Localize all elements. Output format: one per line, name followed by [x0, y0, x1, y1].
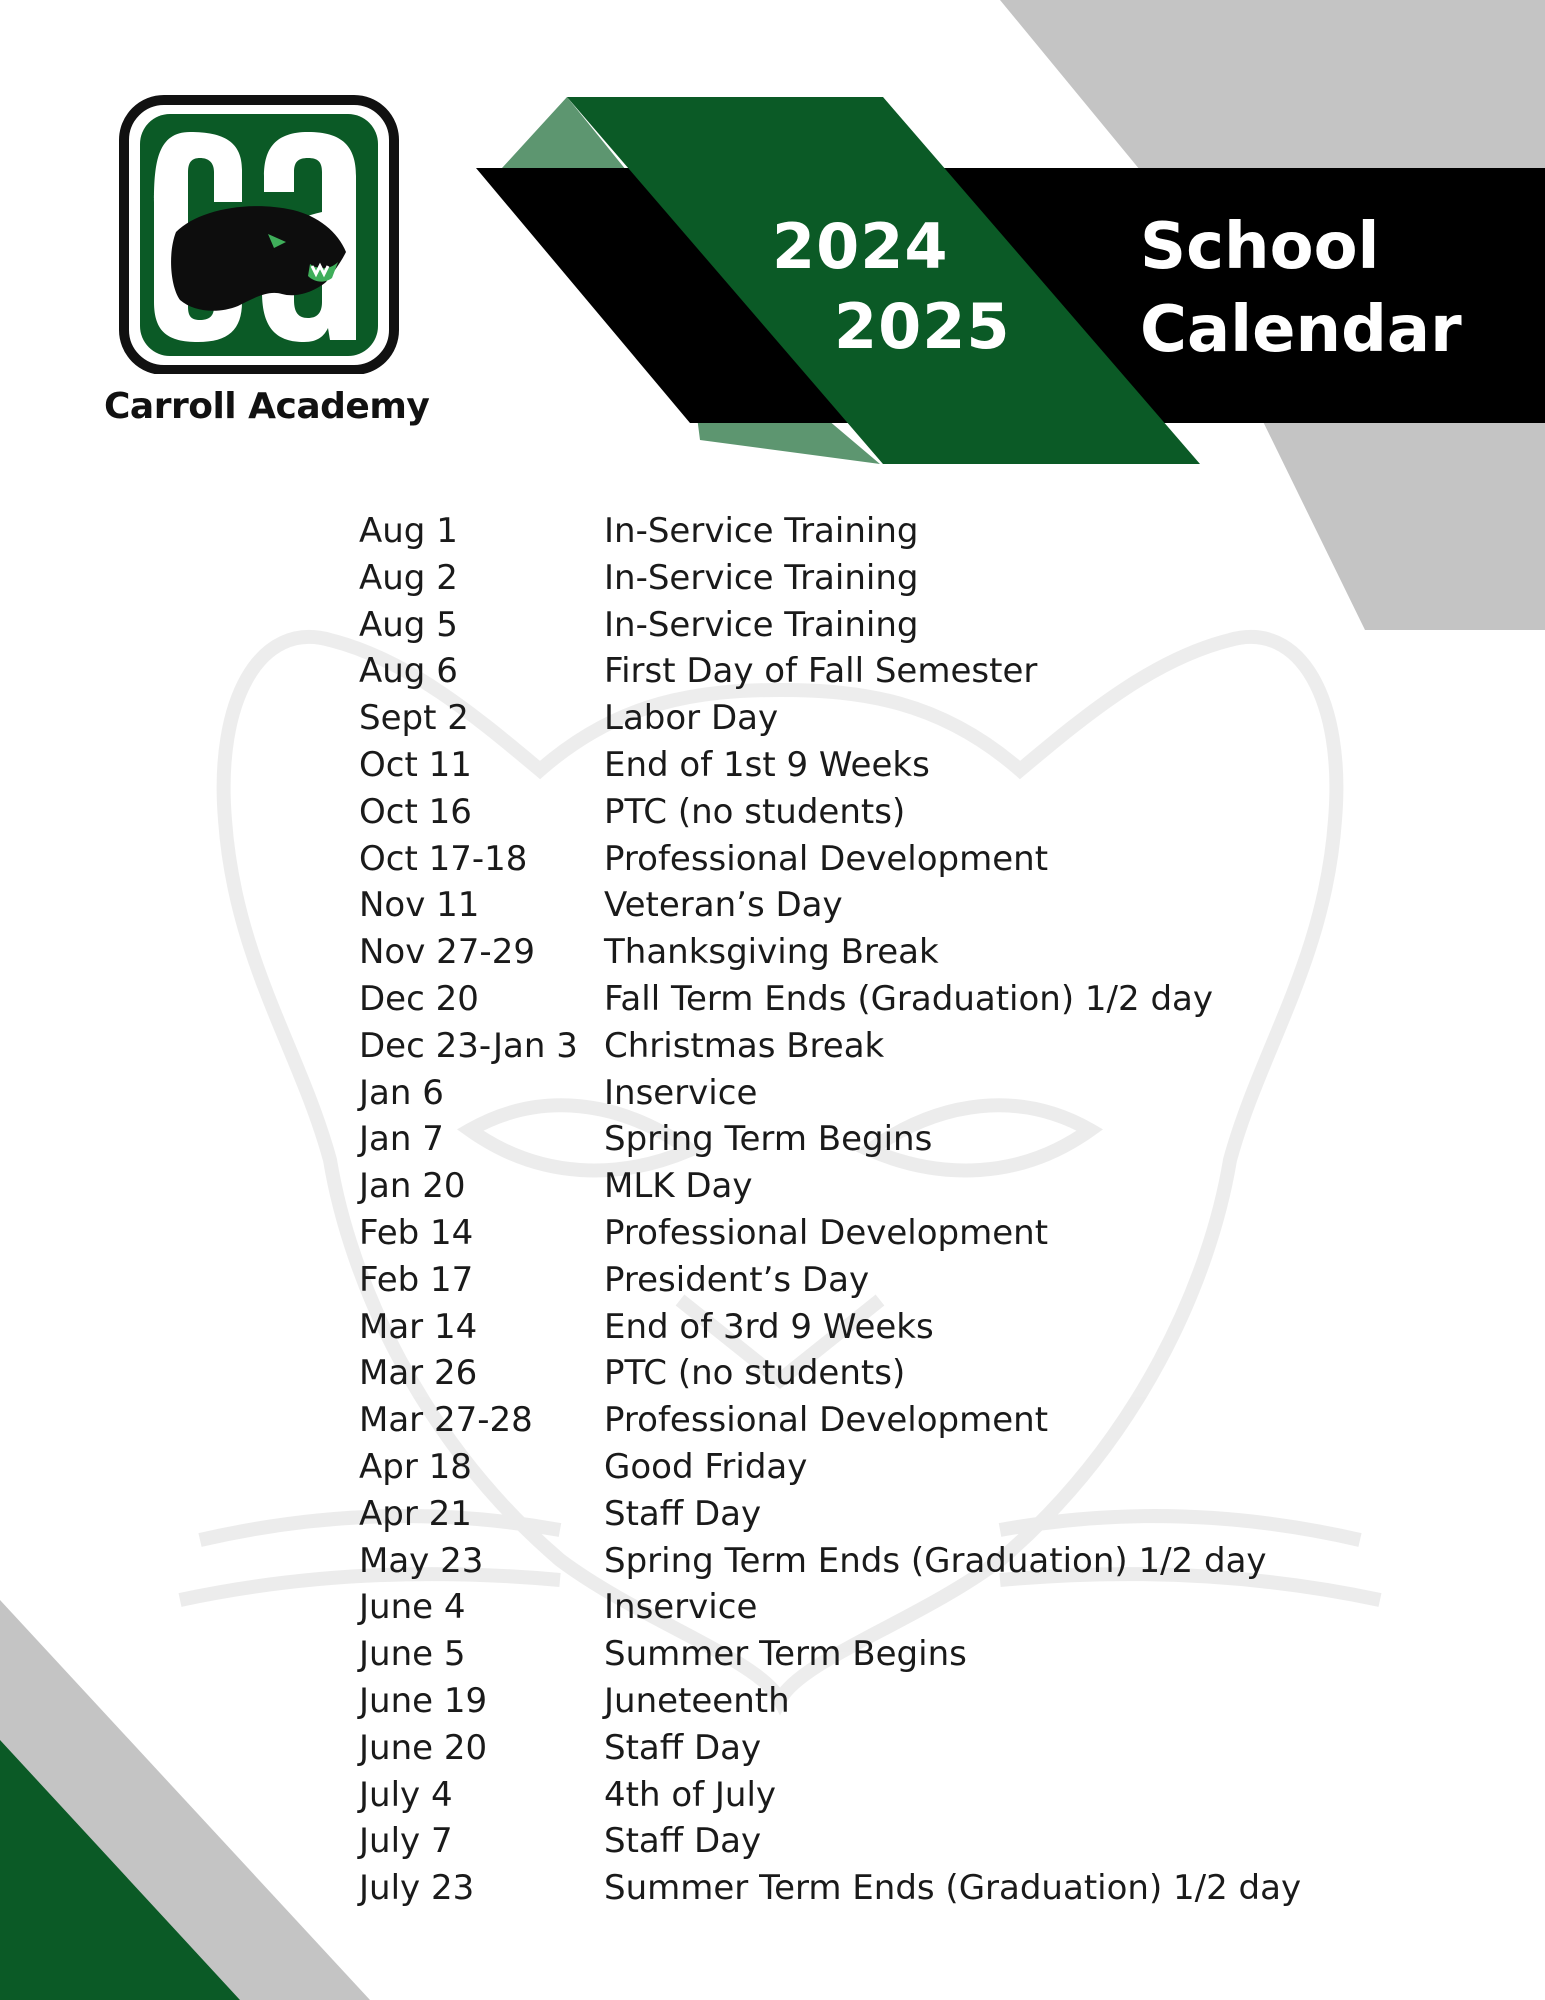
- event-row: [359, 882, 1459, 929]
- event-date: Aug 5: [359, 604, 458, 645]
- school-name: Carroll Academy: [104, 386, 430, 427]
- year-end: 2025: [834, 290, 1011, 363]
- event-row: [359, 976, 1459, 1023]
- event-row: [359, 1678, 1459, 1725]
- event-name: Summer Term Begins: [604, 1634, 967, 1675]
- event-date: June 20: [359, 1727, 488, 1768]
- event-date: Jan 20: [359, 1166, 466, 1207]
- year-start: 2024: [772, 210, 949, 283]
- event-date: Nov 11: [359, 885, 480, 926]
- title-line-1: School: [1140, 210, 1380, 284]
- event-row: [359, 1491, 1459, 1538]
- event-date: June 4: [359, 1587, 466, 1628]
- event-row: [359, 1818, 1459, 1865]
- event-row: [359, 695, 1459, 742]
- event-name: Staff Day: [604, 1493, 762, 1534]
- carroll-academy-logo: [118, 92, 400, 374]
- event-date: Feb 14: [359, 1212, 474, 1253]
- event-row: [359, 1584, 1459, 1631]
- event-date: July 23: [359, 1868, 475, 1909]
- event-name: Spring Term Ends (Graduation) 1/2 day: [604, 1540, 1267, 1581]
- event-name: End of 3rd 9 Weeks: [604, 1306, 934, 1347]
- event-name: Fall Term Ends (Graduation) 1/2 day: [604, 978, 1213, 1019]
- event-row: [359, 836, 1459, 883]
- event-name: Spring Term Begins: [604, 1119, 933, 1160]
- event-name: Veteran’s Day: [604, 885, 843, 926]
- event-date: Jan 7: [359, 1119, 444, 1160]
- event-name: Professional Development: [604, 838, 1049, 879]
- event-name: Professional Development: [604, 1212, 1049, 1253]
- event-date: Sept 2: [359, 698, 469, 739]
- event-date: Aug 2: [359, 557, 458, 598]
- event-name: Thanksgiving Break: [604, 932, 939, 973]
- events-list: [359, 508, 1459, 1912]
- event-row: [359, 789, 1459, 836]
- event-row: [359, 1257, 1459, 1304]
- event-date: July 4: [359, 1774, 453, 1815]
- event-name: PTC (no students): [604, 1353, 906, 1394]
- event-name: Christmas Break: [604, 1025, 885, 1066]
- event-row: [359, 1444, 1459, 1491]
- event-name: Staff Day: [604, 1821, 762, 1862]
- event-date: May 23: [359, 1540, 484, 1581]
- event-name: In-Service Training: [604, 511, 919, 551]
- event-row: [359, 1631, 1459, 1678]
- event-date: Apr 18: [359, 1446, 472, 1487]
- event-row: [359, 1023, 1459, 1070]
- event-name: Labor Day: [604, 698, 779, 739]
- event-date: Oct 17-18: [359, 838, 528, 879]
- event-row: [359, 1538, 1459, 1585]
- event-name: Good Friday: [604, 1446, 808, 1487]
- event-row: [359, 555, 1459, 602]
- event-name: PTC (no students): [604, 791, 906, 832]
- event-row: [359, 1397, 1459, 1444]
- event-date: Oct 16: [359, 791, 472, 832]
- event-date: Feb 17: [359, 1259, 474, 1300]
- event-date: Aug 6: [359, 651, 458, 692]
- event-date: Mar 14: [359, 1306, 478, 1347]
- event-row: [359, 1304, 1459, 1351]
- event-date: July 7: [359, 1821, 453, 1862]
- event-name: First Day of Fall Semester: [604, 651, 1038, 692]
- title-line-2: Calendar: [1140, 293, 1462, 367]
- event-date: Mar 27-28: [359, 1400, 533, 1441]
- event-name: Juneteenth: [604, 1680, 790, 1721]
- event-date: June 5: [359, 1634, 466, 1675]
- event-row: [359, 1210, 1459, 1257]
- event-row: [359, 1070, 1459, 1117]
- event-row: [359, 1163, 1459, 1210]
- event-date: Mar 26: [359, 1353, 478, 1394]
- event-row: [359, 602, 1459, 649]
- event-date: Nov 27-29: [359, 932, 535, 973]
- event-name: Summer Term Ends (Graduation) 1/2 day: [604, 1868, 1302, 1909]
- event-name: Inservice: [604, 1072, 758, 1113]
- event-date: Apr 21: [359, 1493, 472, 1534]
- event-row: [359, 1865, 1459, 1912]
- event-date: Jan 6: [359, 1072, 444, 1113]
- event-date: June 19: [359, 1680, 488, 1721]
- event-row: [359, 648, 1459, 695]
- event-name: President’s Day: [604, 1259, 870, 1300]
- event-date: Dec 23-Jan 3: [359, 1025, 578, 1066]
- event-row: [359, 742, 1459, 789]
- event-name: In-Service Training: [604, 604, 919, 645]
- event-date: Dec 20: [359, 978, 479, 1019]
- event-name: MLK Day: [604, 1166, 753, 1207]
- event-name: Staff Day: [604, 1727, 762, 1768]
- event-row: [359, 1350, 1459, 1397]
- event-row: [359, 1725, 1459, 1772]
- event-name: End of 1st 9 Weeks: [604, 744, 930, 785]
- event-date: Oct 11: [359, 744, 472, 785]
- event-row: [359, 508, 1459, 555]
- event-row: [359, 1772, 1459, 1819]
- event-name: Professional Development: [604, 1400, 1049, 1441]
- event-row: [359, 1116, 1459, 1163]
- event-date: Aug 1: [359, 511, 458, 551]
- event-name: 4th of July: [604, 1774, 777, 1815]
- event-name: Inservice: [604, 1587, 758, 1628]
- event-name: In-Service Training: [604, 557, 919, 598]
- event-row: [359, 929, 1459, 976]
